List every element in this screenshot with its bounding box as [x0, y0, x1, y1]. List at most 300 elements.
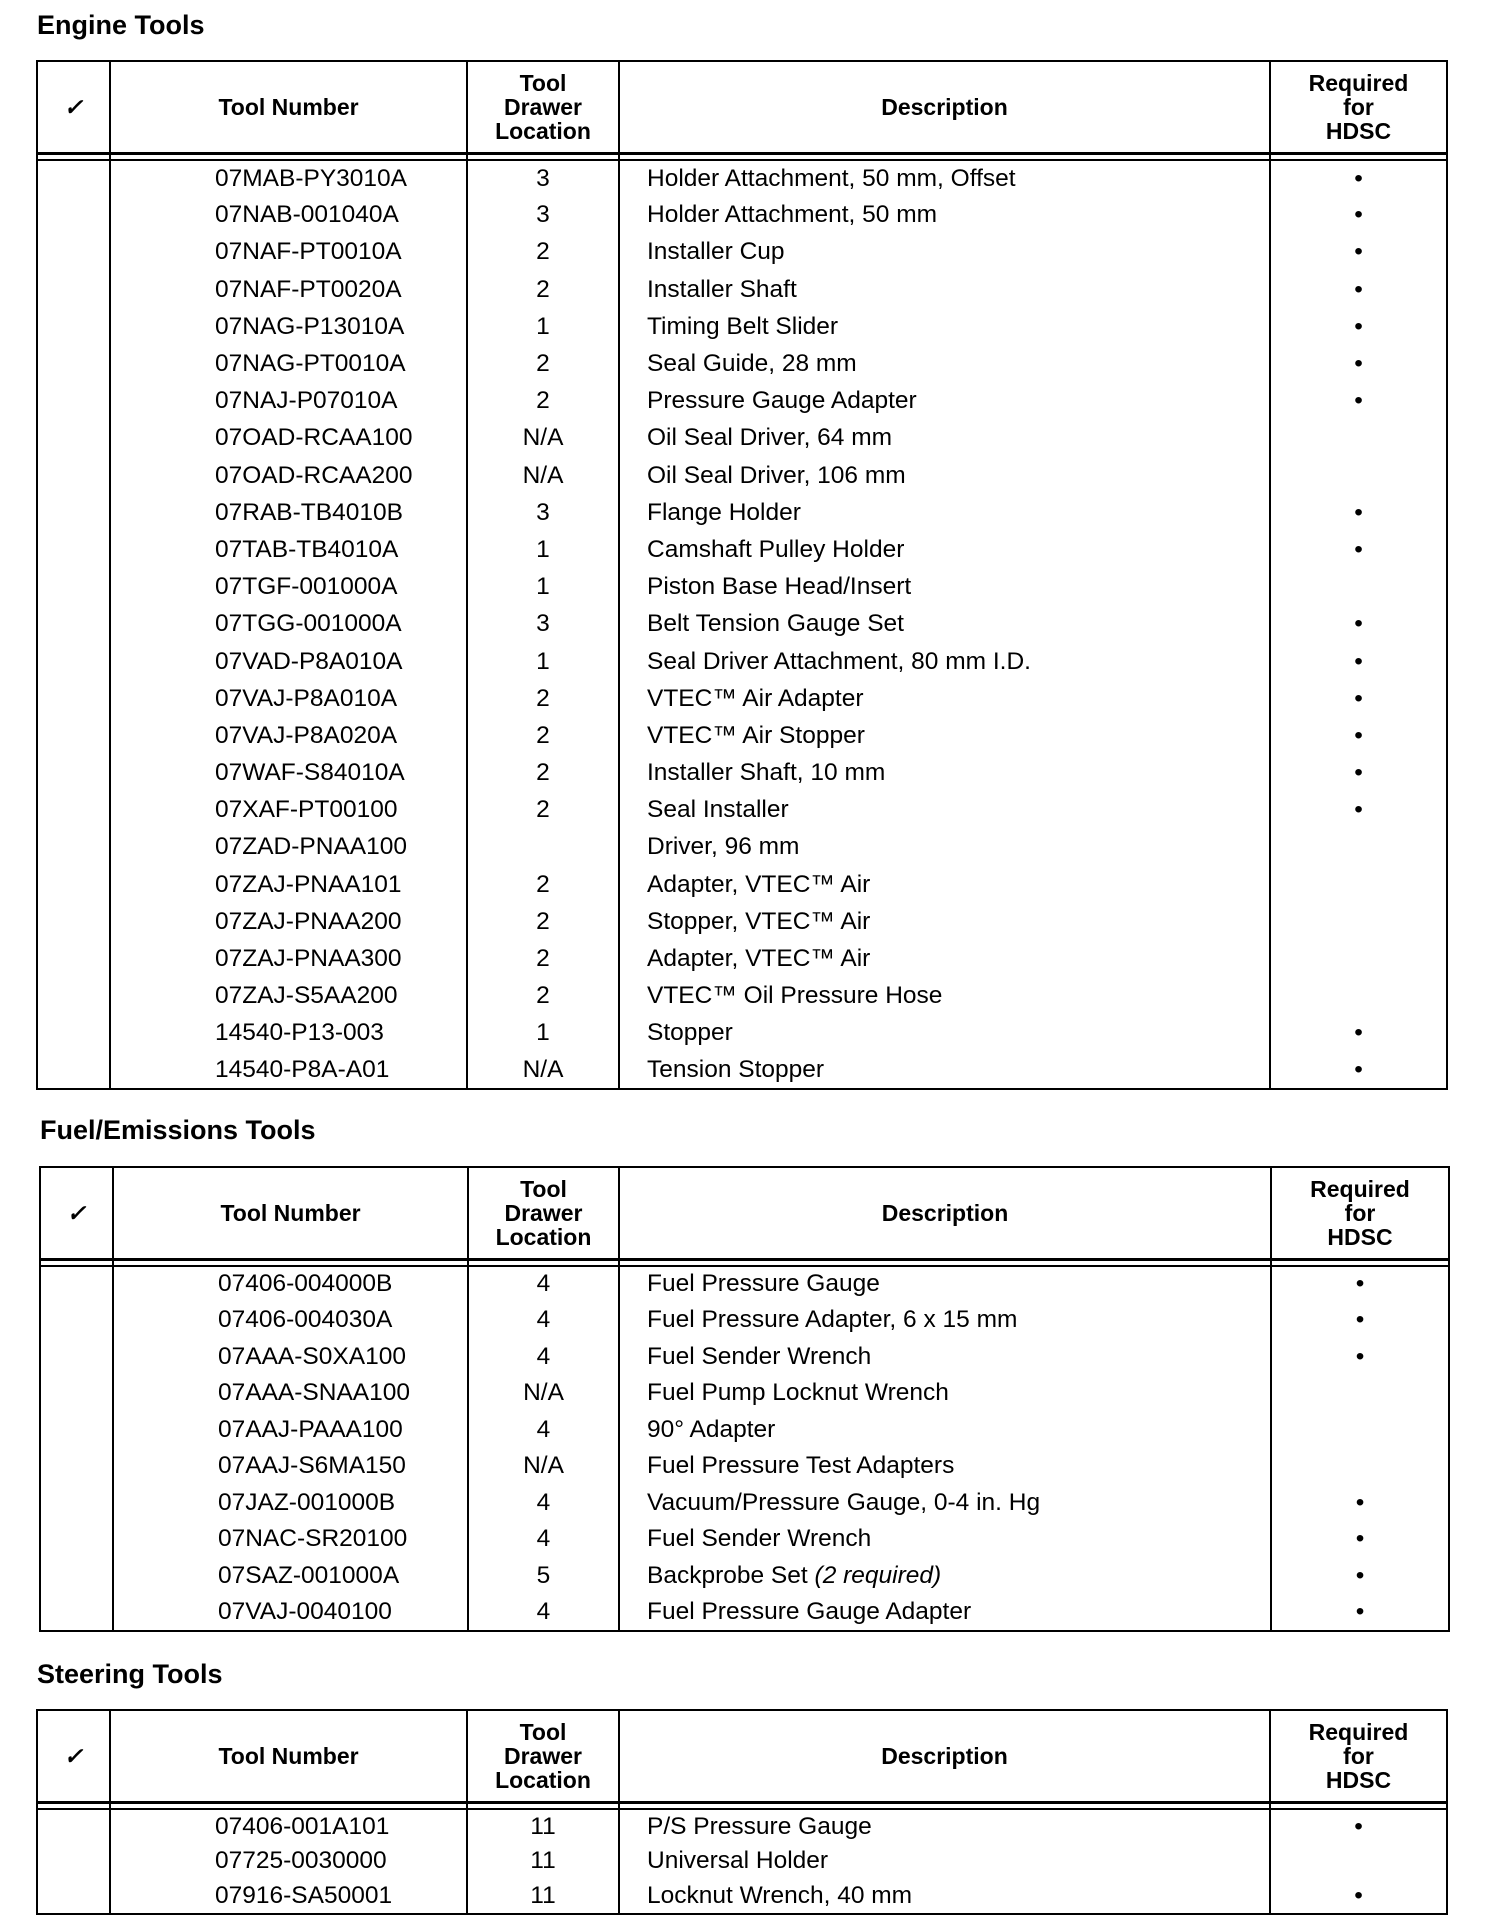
check-cell[interactable] [40, 1302, 113, 1339]
description [619, 940, 1270, 977]
required-hdsc-header [1270, 61, 1447, 153]
required-marker: • [1271, 1266, 1449, 1303]
header-line: Required [1308, 1718, 1409, 1745]
header-line: for [1344, 1199, 1376, 1226]
table-row [37, 717, 1447, 754]
check-cell[interactable] [37, 1015, 110, 1052]
tool-number: 07JAZ-001000B [113, 1485, 468, 1522]
required-marker: • [1270, 1809, 1447, 1844]
description [619, 1558, 1271, 1595]
drawer-location: 1 [467, 643, 619, 680]
drawer-location: 2 [467, 940, 619, 977]
tool-number: 07916-SA50001 [110, 1879, 467, 1914]
description-text: Belt Tension Gauge Set [647, 610, 904, 638]
table-row [40, 1375, 1449, 1412]
description-text: Pressure Gauge Adapter [647, 387, 917, 415]
description-text: Fuel Pump Locknut Wrench [647, 1379, 949, 1407]
description [619, 420, 1270, 457]
tools-table [39, 1166, 1450, 1632]
drawer-location: N/A [468, 1448, 619, 1485]
check-cell[interactable] [37, 197, 110, 234]
table-row [37, 940, 1447, 977]
description-text: P/S Pressure Gauge [647, 1812, 872, 1840]
description [619, 160, 1270, 197]
header-line: Location [495, 117, 591, 144]
required-marker: • [1270, 755, 1447, 792]
tool-number: 07NAF-PT0010A [110, 234, 467, 271]
header-line: HDSC [1325, 117, 1392, 144]
table-row [40, 1485, 1449, 1522]
description-text: VTEC™ Air Stopper [647, 721, 865, 749]
check-cell[interactable] [37, 1844, 110, 1879]
check-cell[interactable] [37, 271, 110, 308]
description [619, 1412, 1271, 1449]
table-row [37, 569, 1447, 606]
table-row [37, 160, 1447, 197]
description [619, 903, 1270, 940]
drawer-location: 2 [467, 792, 619, 829]
required-marker: • [1271, 1594, 1449, 1631]
description-text: Driver, 96 mm [647, 833, 800, 861]
check-cell[interactable] [37, 569, 110, 606]
required-marker: • [1270, 1879, 1447, 1914]
drawer-location: 3 [467, 160, 619, 197]
required-marker: • [1270, 792, 1447, 829]
required-marker: • [1271, 1339, 1449, 1376]
description [619, 197, 1270, 234]
description [619, 345, 1270, 382]
drawer-location: 2 [467, 903, 619, 940]
header-row [40, 1167, 1449, 1259]
description [619, 606, 1270, 643]
required-marker: • [1270, 308, 1447, 345]
table-row [37, 829, 1447, 866]
required-marker: • [1270, 160, 1447, 197]
table-row [37, 457, 1447, 494]
description [619, 1809, 1270, 1844]
required-marker [1270, 866, 1447, 903]
required-marker: • [1270, 531, 1447, 568]
description [619, 1844, 1270, 1879]
description [619, 1879, 1270, 1914]
table-row [37, 345, 1447, 382]
drawer-location: 3 [467, 494, 619, 531]
drawer-location: N/A [467, 1052, 619, 1089]
description [619, 308, 1270, 345]
description-note: (2 required) [814, 1561, 942, 1589]
required-marker [1270, 420, 1447, 457]
description-text: 90° Adapter [647, 1415, 776, 1443]
required-marker [1271, 1448, 1449, 1485]
tool-number: 07ZAJ-PNAA200 [110, 903, 467, 940]
required-marker: • [1271, 1485, 1449, 1522]
description-text: Camshaft Pulley Holder [647, 535, 905, 563]
description-text: Fuel Sender Wrench [647, 1525, 872, 1553]
table-row [37, 1052, 1447, 1089]
required-marker: • [1270, 680, 1447, 717]
drawer-location: 2 [467, 345, 619, 382]
header-line: Tool [519, 69, 567, 96]
tool-number: 07406-001A101 [110, 1809, 467, 1844]
description-text: Seal Guide, 28 mm [647, 350, 857, 378]
drawer-location: 1 [467, 1015, 619, 1052]
table-row [40, 1412, 1449, 1449]
check-cell[interactable] [37, 717, 110, 754]
description-text: Locknut Wrench, 40 mm [647, 1882, 913, 1910]
description [619, 234, 1270, 271]
drawer-location: 11 [467, 1879, 619, 1914]
table-row [37, 978, 1447, 1015]
tool-number: 07ZAD-PNAA100 [110, 829, 467, 866]
description [619, 1448, 1271, 1485]
required-marker: • [1270, 606, 1447, 643]
table-row [37, 643, 1447, 680]
required-marker: • [1270, 717, 1447, 754]
description [619, 643, 1270, 680]
check-cell[interactable] [37, 606, 110, 643]
required-marker: • [1270, 494, 1447, 531]
tool-number: 07SAZ-001000A [113, 1558, 468, 1595]
tool-number: 07NAG-PT0010A [110, 345, 467, 382]
description-text: Adapter, VTEC™ Air [647, 945, 871, 973]
header-line: Location [495, 1766, 591, 1793]
tool-number: 07TGG-001000A [110, 606, 467, 643]
tool-number: 07OAD-RCAA200 [110, 457, 467, 494]
check-cell[interactable] [37, 457, 110, 494]
header-line: Required [1310, 1175, 1410, 1202]
check-cell[interactable] [40, 1266, 113, 1303]
description [619, 531, 1270, 568]
table-row [40, 1521, 1449, 1558]
description-text: Backprobe Set [647, 1561, 808, 1589]
drawer-location: 4 [468, 1302, 619, 1339]
header-line: for [1343, 93, 1374, 120]
table-row [40, 1302, 1449, 1339]
description-text: Stopper [647, 1019, 733, 1047]
drawer-location: 2 [467, 234, 619, 271]
drawer-location: 2 [467, 866, 619, 903]
check-cell[interactable] [37, 1052, 110, 1089]
required-marker: • [1270, 345, 1447, 382]
tool-number: 07VAD-P8A010A [110, 643, 467, 680]
description-text: Fuel Pressure Adapter, 6 x 15 mm [647, 1306, 1018, 1334]
check-cell[interactable] [37, 903, 110, 940]
tool-number-header: Tool Number [110, 61, 467, 153]
description [619, 569, 1270, 606]
check-cell[interactable] [37, 792, 110, 829]
description [619, 271, 1270, 308]
check-cell[interactable] [40, 1485, 113, 1522]
required-marker: • [1270, 197, 1447, 234]
description-text: VTEC™ Air Adapter [647, 684, 864, 712]
tool-number: 07NAC-SR20100 [113, 1521, 468, 1558]
tool-number: 07TAB-TB4010A [110, 531, 467, 568]
tool-number: 07XAF-PT00100 [110, 792, 467, 829]
check-cell[interactable] [37, 234, 110, 271]
table-row [37, 494, 1447, 531]
table-row [40, 1266, 1449, 1303]
tools-table [36, 60, 1448, 1090]
description [619, 383, 1270, 420]
table-row [37, 1809, 1447, 1844]
description [619, 1302, 1271, 1339]
tool-number: 07NAF-PT0020A [110, 271, 467, 308]
tool-number: 07406-004000B [113, 1266, 468, 1303]
drawer-location: N/A [468, 1375, 619, 1412]
header-line: Location [495, 1223, 592, 1250]
description-header: Description [619, 1710, 1270, 1802]
table-row [40, 1594, 1449, 1631]
drawer-location: 11 [467, 1844, 619, 1879]
table-row [37, 197, 1447, 234]
check-cell[interactable] [37, 829, 110, 866]
table-row [37, 531, 1447, 568]
description [619, 1339, 1271, 1376]
header-line: Tool [520, 1175, 567, 1202]
description [619, 1375, 1271, 1412]
drawer-location: 1 [467, 308, 619, 345]
description-header: Description [619, 1167, 1271, 1259]
tool-number: 07WAF-S84010A [110, 755, 467, 792]
tool-number: 07NAG-P13010A [110, 308, 467, 345]
header-line: Required [1308, 69, 1409, 96]
description-text: Installer Shaft [647, 275, 797, 303]
table-row [37, 1015, 1447, 1052]
drawer-location: N/A [467, 420, 619, 457]
tool-number: 07VAJ-P8A020A [110, 717, 467, 754]
table-row [40, 1448, 1449, 1485]
description-text: Holder Attachment, 50 mm, Offset [647, 164, 1016, 192]
table-row [37, 420, 1447, 457]
required-hdsc-header [1271, 1167, 1449, 1259]
tool-number: 07AAA-S0XA100 [113, 1339, 468, 1376]
required-marker: • [1271, 1558, 1449, 1595]
header-line: HDSC [1327, 1223, 1393, 1250]
tool-number: 07NAJ-P07010A [110, 383, 467, 420]
drawer-location: 2 [467, 271, 619, 308]
required-marker [1271, 1412, 1449, 1449]
section-title: Fuel/Emissions Tools [40, 1115, 316, 1145]
description [619, 1015, 1270, 1052]
required-marker: • [1270, 1052, 1447, 1089]
tool-number: 07TGF-001000A [110, 569, 467, 606]
check-column-header: ✓ [37, 61, 110, 153]
check-cell[interactable] [40, 1412, 113, 1449]
description [619, 755, 1270, 792]
description-text: Installer Shaft, 10 mm [647, 759, 886, 787]
header-row [37, 1710, 1447, 1802]
tool-number-header: Tool Number [113, 1167, 468, 1259]
drawer-location: 5 [468, 1558, 619, 1595]
table-row [37, 1879, 1447, 1914]
header-line: Drawer [504, 93, 582, 120]
tool-number: 07VAJ-P8A010A [110, 680, 467, 717]
header-line: HDSC [1325, 1766, 1392, 1793]
tool-number: 14540-P8A-A01 [110, 1052, 467, 1089]
check-column-header: ✓ [40, 1167, 113, 1259]
check-cell[interactable] [37, 345, 110, 382]
description-text: Oil Seal Driver, 64 mm [647, 424, 893, 452]
tool-number: 07VAJ-0040100 [113, 1594, 468, 1631]
description-text: Timing Belt Slider [647, 312, 839, 340]
description-text: Vacuum/Pressure Gauge, 0-4 in. Hg [647, 1488, 1041, 1516]
drawer-location: 2 [467, 383, 619, 420]
description-text: Installer Cup [647, 238, 785, 266]
description-text: Fuel Pressure Gauge Adapter [647, 1597, 972, 1625]
description-text: Universal Holder [647, 1847, 829, 1875]
check-cell[interactable] [37, 531, 110, 568]
table-row [37, 308, 1447, 345]
table-row [37, 606, 1447, 643]
required-marker [1270, 903, 1447, 940]
required-marker [1270, 940, 1447, 977]
section-title: Engine Tools [37, 10, 205, 40]
drawer-location-header [467, 61, 619, 153]
required-marker: • [1271, 1521, 1449, 1558]
description [619, 1485, 1271, 1522]
tool-number: 07406-004030A [113, 1302, 468, 1339]
table-row [37, 234, 1447, 271]
description-text: Piston Base Head/Insert [647, 573, 912, 601]
drawer-location: 3 [467, 606, 619, 643]
table-row [37, 1844, 1447, 1879]
description-text: Holder Attachment, 50 mm [647, 201, 938, 229]
required-hdsc-header [1270, 1710, 1447, 1802]
header-row [37, 61, 1447, 153]
tool-number-header: Tool Number [110, 1710, 467, 1802]
check-cell[interactable] [40, 1558, 113, 1595]
check-cell[interactable] [37, 494, 110, 531]
check-column-header: ✓ [37, 1710, 110, 1802]
drawer-location: 3 [467, 197, 619, 234]
check-cell[interactable] [37, 308, 110, 345]
drawer-location: 2 [467, 755, 619, 792]
required-marker [1270, 829, 1447, 866]
check-cell[interactable] [37, 1809, 110, 1844]
required-marker: • [1270, 234, 1447, 271]
tool-number: 07ZAJ-S5AA200 [110, 978, 467, 1015]
tool-number: 07AAJ-S6MA150 [113, 1448, 468, 1485]
check-cell[interactable] [40, 1594, 113, 1631]
tool-number: 07ZAJ-PNAA300 [110, 940, 467, 977]
tool-number: 07OAD-RCAA100 [110, 420, 467, 457]
tool-number: 07NAB-001040A [110, 197, 467, 234]
description [619, 978, 1270, 1015]
check-cell[interactable] [37, 643, 110, 680]
description [619, 494, 1270, 531]
check-cell[interactable] [37, 755, 110, 792]
table-row [37, 271, 1447, 308]
check-cell[interactable] [37, 1879, 110, 1914]
required-marker: • [1270, 271, 1447, 308]
check-cell[interactable] [37, 680, 110, 717]
drawer-location: 4 [468, 1521, 619, 1558]
check-cell[interactable] [40, 1339, 113, 1376]
required-marker [1270, 978, 1447, 1015]
table-row [37, 680, 1447, 717]
description [619, 457, 1270, 494]
description-text: VTEC™ Oil Pressure Hose [647, 982, 943, 1010]
check-cell[interactable] [40, 1375, 113, 1412]
description [619, 1052, 1270, 1089]
required-marker [1270, 1844, 1447, 1879]
header-line: for [1343, 1742, 1374, 1769]
check-cell[interactable] [37, 160, 110, 197]
drawer-location: 1 [467, 531, 619, 568]
drawer-location-header [467, 1710, 619, 1802]
description-text: Fuel Sender Wrench [647, 1342, 872, 1370]
tools-table [36, 1709, 1448, 1915]
description-text: Stopper, VTEC™ Air [647, 907, 871, 935]
check-cell[interactable] [37, 420, 110, 457]
drawer-location-header [468, 1167, 619, 1259]
tool-number: 14540-P13-003 [110, 1015, 467, 1052]
tool-number: 07MAB-PY3010A [110, 160, 467, 197]
header-line: Drawer [504, 1742, 582, 1769]
drawer-location: 4 [468, 1594, 619, 1631]
table-row [37, 903, 1447, 940]
description-text: Oil Seal Driver, 106 mm [647, 461, 906, 489]
drawer-location: N/A [467, 457, 619, 494]
description-text: Adapter, VTEC™ Air [647, 870, 871, 898]
required-marker [1270, 569, 1447, 606]
check-cell[interactable] [37, 940, 110, 977]
description [619, 792, 1270, 829]
description-text: Seal Driver Attachment, 80 mm I.D. [647, 647, 1031, 675]
description [619, 866, 1270, 903]
required-marker [1271, 1375, 1449, 1412]
description-text: Seal Installer [647, 796, 789, 824]
tool-number: 07725-0030000 [110, 1844, 467, 1879]
check-cell[interactable] [37, 978, 110, 1015]
description-text: Fuel Pressure Test Adapters [647, 1452, 955, 1480]
check-cell[interactable] [37, 866, 110, 903]
required-marker: • [1271, 1302, 1449, 1339]
description-text: Fuel Pressure Gauge [647, 1270, 880, 1298]
section-title: Steering Tools [37, 1659, 223, 1689]
description-text: Flange Holder [647, 498, 801, 526]
tool-number: 07ZAJ-PNAA101 [110, 866, 467, 903]
required-marker: • [1270, 1015, 1447, 1052]
required-marker [1270, 457, 1447, 494]
drawer-location: 1 [467, 569, 619, 606]
required-marker: • [1270, 643, 1447, 680]
header-line: Drawer [504, 1199, 583, 1226]
table-row [37, 866, 1447, 903]
header-line: Tool [519, 1718, 567, 1745]
check-cell[interactable] [40, 1448, 113, 1485]
check-cell[interactable] [37, 383, 110, 420]
drawer-location: 2 [467, 717, 619, 754]
table-row [40, 1339, 1449, 1376]
drawer-location: 4 [468, 1485, 619, 1522]
table-row [37, 383, 1447, 420]
table-row [40, 1558, 1449, 1595]
description-header: Description [619, 61, 1270, 153]
table-row [37, 792, 1447, 829]
description [619, 1594, 1271, 1631]
tool-number: 07RAB-TB4010B [110, 494, 467, 531]
drawer-location [467, 829, 619, 866]
tool-number: 07AAA-SNAA100 [113, 1375, 468, 1412]
check-cell[interactable] [40, 1521, 113, 1558]
drawer-location: 2 [467, 978, 619, 1015]
description [619, 1266, 1271, 1303]
drawer-location: 11 [467, 1809, 619, 1844]
drawer-location: 2 [467, 680, 619, 717]
description [619, 717, 1270, 754]
description [619, 1521, 1271, 1558]
